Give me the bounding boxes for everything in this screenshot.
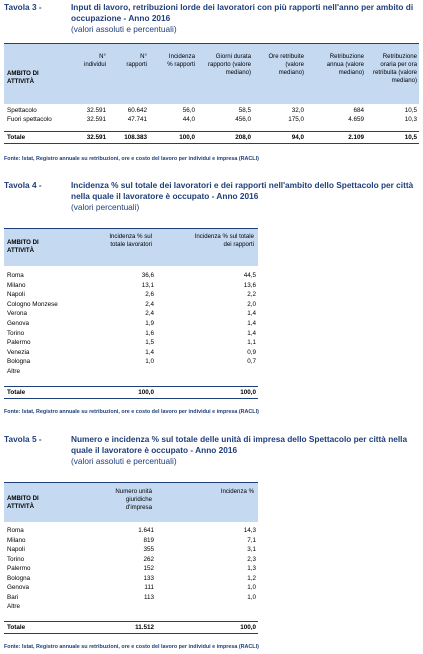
header-incidenza: Incidenza % (220, 488, 254, 495)
table-source: Fonte: Istat, Registro annuale su retribuzioni, ore e costo del lavoro per individui e impresa (RACLI) (4, 409, 259, 415)
row-value: 2,0 (247, 300, 256, 308)
header-ambito: AMBITO DI ATTIVITÀ (7, 239, 39, 254)
table-number: Tavola 3 - (4, 2, 42, 12)
header-ore: Ore retribuite (valore mediano) (268, 53, 304, 76)
table-4-title (4, 180, 419, 216)
table-source: Fonte: Istat, Registro annuale su retribuzioni, ore e costo del lavoro per individui e impresa (RACLI) (4, 156, 259, 162)
row-value: 819 (143, 536, 154, 544)
table-5-section (4, 434, 419, 652)
row-label: Genova (7, 584, 30, 591)
row-label: Torino (7, 329, 25, 337)
row-label: Napoli (7, 291, 25, 299)
row-value: 13,1 (141, 281, 154, 289)
table-title-text: Input di lavoro, retribuzioni lorde dei lavoratori con più rapporti nell'anno per ambito di occupazione - Anno 2016 (71, 2, 414, 23)
row-label: Verona (7, 310, 27, 318)
row-value: 36,6 (141, 272, 154, 279)
row-value: 1,4 (247, 329, 256, 337)
row-value: 44,5 (243, 272, 256, 279)
row-label: Roma (7, 527, 24, 534)
table-title-text: Numero e incidenza % sul totale delle unità di impresa dello Spettacolo per città nella quale il lavoratore è occupato - Anno 2016 (71, 434, 408, 455)
row-value: 262 (143, 555, 154, 563)
row-value: 2,3 (247, 555, 256, 563)
table-3-section (4, 2, 419, 166)
table-title-text: Incidenza % sul totale dei lavoratori e dei rapporti nell'ambito dello Spettacolo per città nella quale il lavoratore è occupato - Anno 2016 (71, 180, 414, 201)
row-value: 113 (143, 593, 154, 601)
table-row (4, 338, 258, 347)
row-value: 1,2 (247, 574, 256, 582)
header-giorni: Giorni durata rapporto (valore mediano) (207, 53, 251, 76)
table-total-row: Totale 100,0 100,0 (4, 386, 258, 399)
row-value: 111 (144, 584, 154, 591)
table-number: Tavola 4 - (4, 180, 42, 190)
row-label: Torino (7, 555, 25, 563)
table-row (4, 367, 258, 376)
table-header (4, 43, 419, 104)
row-value: 1,0 (247, 593, 256, 601)
table-header (4, 228, 258, 266)
table-number: Tavola 5 - (4, 434, 42, 444)
row-value: 2,2 (247, 291, 256, 299)
header-retribuzione-annua: Retribuzione annua (valore mediano) (326, 53, 364, 76)
row-value: 1,3 (247, 565, 256, 572)
row-label: Napoli (7, 546, 25, 553)
row-label: Roma (7, 272, 24, 279)
table-row (4, 536, 258, 545)
table-row (4, 319, 258, 328)
table-row (4, 602, 258, 611)
header-incidenza-rapporti: Incidenza % sul totale dei rapporti (194, 233, 254, 248)
table-4-section (4, 180, 419, 416)
table-row (4, 555, 258, 564)
table-row (4, 545, 258, 554)
row-label: Genova (7, 320, 30, 327)
row-value: 2,6 (145, 291, 154, 299)
row-value: 1,1 (247, 339, 256, 347)
table-row (4, 526, 258, 535)
table-row (4, 583, 258, 592)
table-row: Spettacolo 32.591 60.642 56,0 58,5 32,0 684 10,5 (7, 107, 417, 114)
table-row (4, 271, 258, 280)
row-label: Milano (7, 281, 26, 289)
row-value: 13,6 (243, 281, 256, 289)
row-value: 1,5 (145, 339, 154, 347)
header-ambito: AMBITO DI ATTIVITÀ (7, 495, 39, 510)
table-subtitle: (valori assoluti e percentuali) (71, 24, 177, 34)
row-label: Palermo (7, 339, 31, 347)
row-value: 1,6 (145, 329, 154, 337)
table-header (4, 482, 258, 522)
row-value: 1,4 (247, 310, 256, 318)
row-value: 3,1 (247, 546, 256, 553)
table-row (4, 348, 258, 357)
header-ambito: AMBITO DI ATTIVITÀ (7, 70, 39, 85)
table-3-title (4, 2, 419, 38)
table-row (4, 309, 258, 318)
table-row (4, 329, 258, 338)
row-label: Bologna (7, 574, 31, 582)
table-row: Fuori spettacolo 32.591 47.741 44,0 456,0 175,0 4.659 10,3 (7, 116, 417, 123)
table-row (4, 281, 258, 290)
table-total-row: Totale 32.591 108.383 100,0 208,0 94,0 2.109 10,5 (4, 131, 419, 144)
row-value: 0,7 (247, 358, 256, 366)
table-total-row: Totale 11.512 100,0 (4, 621, 258, 634)
row-label: Palermo (7, 565, 31, 572)
row-value: 0,9 (247, 348, 256, 356)
row-value: 7,1 (247, 536, 256, 544)
row-value: 1,4 (247, 320, 256, 327)
header-incidenza: Incidenza % rapporti (167, 53, 195, 68)
header-retribuzione-oraria: Retribuzione oraria per ora retribuita (valore mediano) (372, 53, 417, 84)
row-label: Venezia (7, 348, 30, 356)
table-subtitle: (valori percentuali) (71, 202, 140, 212)
table-5-title (4, 434, 419, 470)
header-incidenza-lavoratori: Incidenza % sul totale lavoratori (109, 233, 152, 248)
row-label: Bologna (7, 358, 31, 366)
row-value: 1,0 (145, 358, 154, 366)
row-label: Bari (7, 593, 19, 601)
row-value: 14,3 (243, 527, 256, 534)
row-value: 1,0 (247, 584, 256, 591)
row-value: 1,4 (145, 348, 154, 356)
header-individui: N° individui (83, 53, 106, 68)
row-label: Altre (7, 368, 20, 375)
row-value: 2,4 (145, 310, 154, 318)
row-label: Milano (7, 536, 26, 544)
header-numero-unita: Numero unità giuridiche d'impresa (115, 488, 152, 511)
table-source: Fonte: Istat, Registro annuale su retribuzioni, ore e costo del lavoro per individui e impresa (RACLI) (4, 644, 259, 650)
table-row (4, 574, 258, 583)
row-label: Altre (7, 603, 20, 610)
table-row (4, 593, 258, 602)
row-value: 133 (143, 574, 154, 582)
header-rapporti: N° rapporti (126, 53, 147, 68)
table-row (4, 357, 258, 366)
row-value: 355 (143, 546, 154, 553)
table-row (4, 300, 258, 309)
row-value: 2,4 (145, 300, 154, 308)
row-label: Cologno Monzese (7, 300, 58, 308)
row-value: 152 (143, 565, 154, 572)
row-value: 1,9 (145, 320, 154, 327)
table-row (4, 290, 258, 299)
table-subtitle: (valori assoluti e percentuali) (71, 456, 177, 466)
row-value: 1.641 (138, 527, 154, 534)
table-row (4, 564, 258, 573)
